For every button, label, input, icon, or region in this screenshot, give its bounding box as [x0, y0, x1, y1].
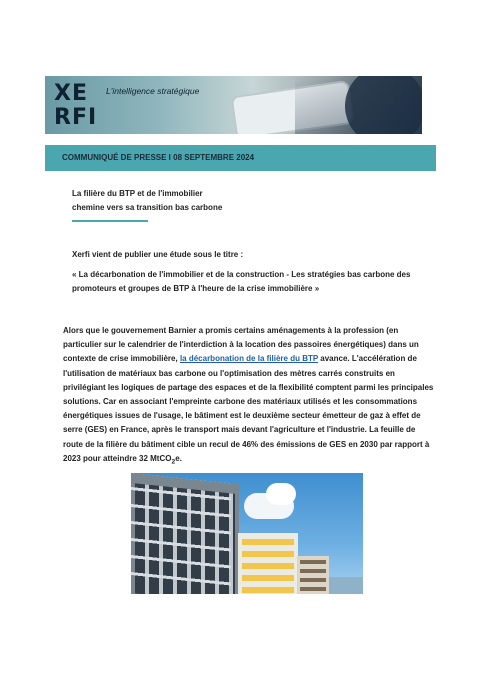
press-release-bar — [45, 145, 436, 171]
header-banner-image — [45, 76, 422, 134]
co2-subscript: 2 — [171, 458, 176, 466]
body-text-after-link: avance. L'accélération de l'utilisation de matériaux bas carbone ou l'optimisation des mètres carrés construits en privilégiant les logiques de partage des espaces et de la flexibilité comptent parmi les principales solutions. Car en associant l'empreinte carbone des matériaux utilisés et les consommations énergétiques issues de l'usage, le bâtiment est le deuxième secteur émetteur de gaz à effet de serre (GES) en France, après le transport mais devant l'agriculture et l'industrie. La feuille de route de la filière du bâtiment cible un recul de 46% des émissions de GES en 2030 par rapport à 2023 pour atteindre 32 MtCO — [63, 354, 434, 463]
building-yellow-balconies — [238, 533, 298, 594]
cloud-shape-small — [266, 483, 296, 505]
headline-line-1: La filière du BTP et de l'immobilier — [72, 189, 203, 198]
logo-tagline: L'intelligence stratégique — [106, 86, 200, 96]
press-release-label: COMMUNIQUÉ DE PRESSE I 08 SEPTEMBRE 2024 — [62, 153, 255, 162]
body-text-end: e. — [175, 453, 182, 463]
accent-divider — [72, 220, 148, 222]
building-beige — [297, 556, 329, 594]
headline-line-2: chemine vers sa transition bas carbone — [72, 203, 223, 212]
building-left — [131, 473, 239, 594]
building-far-right — [329, 577, 363, 594]
headline — [72, 187, 292, 215]
study-title-quote: « La décarbonation de l'immobilier et de la construction - Les stratégies bas carbone des promoteurs et groupes de BTP à l'heure de la crise immobilière » — [72, 270, 411, 293]
body-text-before-link: Alors que le gouvernement Barnier a promis certains aménagements à la profession (en particulier sur le calendrier de l'interdiction à la location des passoires énergétiques) dans un contexte de crise immobilière, — [63, 326, 419, 364]
body-paragraph — [63, 324, 435, 470]
study-link[interactable]: la décarbonation de la filière du BTP — [179, 354, 319, 364]
xerfi-logo: XE RFI — [54, 81, 98, 130]
buildings-photo — [131, 473, 363, 594]
intro-text: Xerfi vient de publier une étude sous le titre : — [72, 250, 244, 259]
